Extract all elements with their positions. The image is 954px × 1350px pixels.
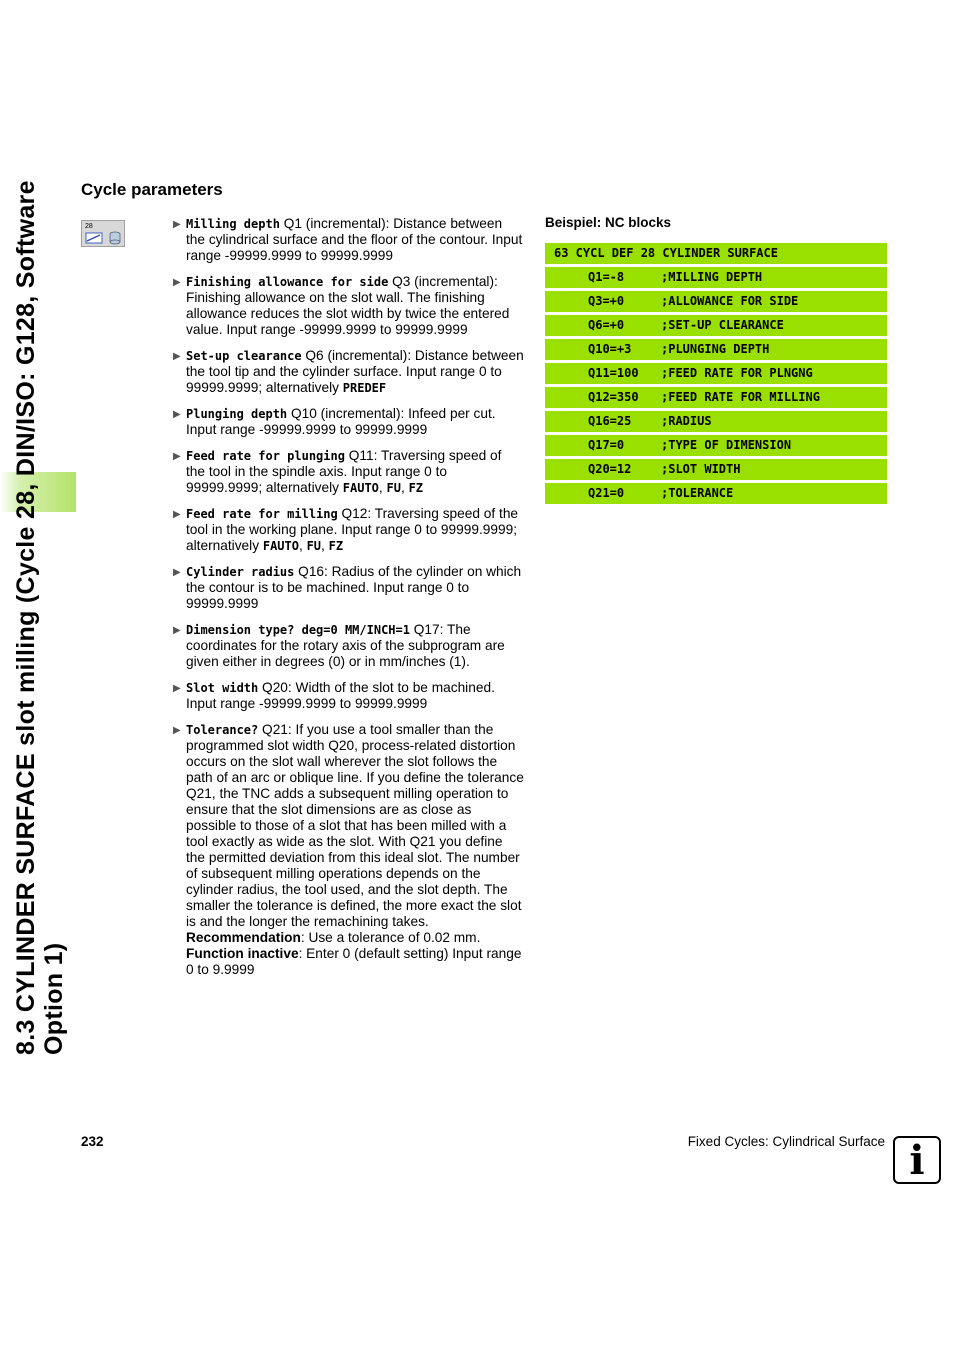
nc-comment: ;FEED RATE FOR MILLING <box>661 390 820 404</box>
nc-row <box>545 435 887 456</box>
nc-row <box>545 387 887 408</box>
nc-row <box>545 267 887 288</box>
param-slot-width <box>172 680 524 712</box>
arrow-icon: ▶ <box>173 625 181 636</box>
param-plunging-depth <box>172 406 524 438</box>
param-desc: : Enter 0 (default setting) Input range 0 to 9.9999 <box>186 946 522 977</box>
cycle-icon-label: 28 <box>85 223 93 230</box>
alt-value: FAUTO <box>262 539 299 553</box>
param-finishing-allowance <box>172 274 524 338</box>
arrow-icon: ▶ <box>173 451 181 462</box>
nc-row <box>545 411 887 432</box>
nc-param: Q10=+3 <box>588 342 632 356</box>
nc-header-row <box>545 243 887 264</box>
param-desc: Q3 (incremental): Finishing allowance on the slot wall. The finishing allowance reduces the slot width by twice the entered value. Input range -99999.9999 to 99999.9999 <box>186 274 510 337</box>
nc-comment: ;TOLERANCE <box>661 486 734 500</box>
nc-param: Q12=350 <box>588 390 639 404</box>
param-key: Cylinder radius <box>186 565 295 579</box>
recommendation-label: Recommendation <box>186 930 301 945</box>
param-feed-milling: ▶ Feed rate for milling Q12: Traversing speed of the tool in the working plane. Input range 0 to 99999.9999; alternatively FAUTO, FU, FZ <box>173 506 519 553</box>
info-icon: i <box>893 1136 941 1184</box>
param-cylinder-radius <box>172 564 524 612</box>
nc-row <box>545 291 887 312</box>
nc-comment: ;RADIUS <box>661 414 712 428</box>
nc-row <box>545 339 887 360</box>
arrow-icon: ▶ <box>173 277 181 288</box>
param-desc: Q21: If you use a tool smaller than the programmed slot width Q20, process-related distortion occurs on the slot wall wherever the slot follows the path of an arc or oblique line. If you define the tolerance Q21, the TNC adds a subsequent milling operation to ensure that the slot dimensions are as close as possible to those of a slot that has been milled with a tool exactly as wide as the slot. With Q21 you define the permitted deviation from this ideal slot. The number of subsequent milling operations depends on the cylinder radius, the tool used, and the slot depth. The smaller the tolerance is defined, the more exact the slot is and the longer the remachining takes. <box>186 722 524 929</box>
section-title: Cycle parameters <box>81 180 223 199</box>
nc-param: Q11=100 <box>588 366 639 380</box>
nc-row <box>545 459 887 480</box>
footer-chapter-text: Fixed Cycles: Cylindrical Surface <box>687 1134 885 1149</box>
arrow-icon: ▶ <box>173 683 181 694</box>
param-desc: Q11: Traversing speed of the tool in the spindle axis. Input range 0 to 99999.9999; alternatively <box>186 448 502 495</box>
nc-comment: ;TYPE OF DIMENSION <box>661 438 792 452</box>
nc-param: Q20=12 <box>588 462 632 476</box>
param-desc: Q10 (incremental): Infeed per cut. Input range -99999.9999 to 99999.9999 <box>186 406 496 437</box>
function-inactive-label: Function inactive <box>186 946 299 961</box>
cycle-28-icon <box>81 220 125 247</box>
nc-param: Q6=+0 <box>588 318 625 332</box>
nc-comment: ;SLOT WIDTH <box>661 462 741 476</box>
nc-param: Q1=-8 <box>588 270 625 284</box>
arrow-icon: ▶ <box>173 725 181 736</box>
param-key: Feed rate for plunging <box>186 449 345 463</box>
parameter-list <box>172 216 524 988</box>
param-key: Dimension type? deg=0 MM/INCH=1 <box>186 623 410 637</box>
param-feed-plunging: ▶ Feed rate for plunging Q11: Traversing speed of the tool in the spindle axis. Input range 0 to 99999.9999; alternatively FAUTO, FU, FZ <box>173 448 502 495</box>
param-key: Plunging depth <box>186 407 288 421</box>
nc-comment: ;MILLING DEPTH <box>661 270 763 284</box>
param-desc: : Use a tolerance of 0.02 mm. <box>300 930 481 945</box>
alt-value: FZ <box>408 481 424 495</box>
nc-comment: ;ALLOWANCE FOR SIDE <box>661 294 799 308</box>
arrow-icon: ▶ <box>173 351 181 362</box>
param-key: Finishing allowance for side <box>186 275 389 289</box>
param-desc: Q6 (incremental): Distance between the tool tip and the cylinder surface. Input range 0 to 99999.9999; alternatively <box>186 348 524 395</box>
nc-comment: ;FEED RATE FOR PLNGNG <box>661 366 813 380</box>
nc-param: Q3=+0 <box>588 294 625 308</box>
nc-comment: ;PLUNGING DEPTH <box>661 342 770 356</box>
param-desc: Q17: The coordinates for the rotary axis of the subprogram are given either in degrees (0) or in mm/inches (1). <box>186 622 505 669</box>
arrow-icon: ▶ <box>173 509 181 520</box>
example-title: Beispiel: NC blocks <box>545 215 672 230</box>
param-dimension-type <box>172 622 524 670</box>
arrow-icon: ▶ <box>173 567 181 578</box>
nc-row <box>545 483 887 504</box>
arrow-icon: ▶ <box>173 409 181 420</box>
nc-comment: ;SET-UP CLEARANCE <box>661 318 784 332</box>
param-key: Feed rate for milling <box>186 507 338 521</box>
cylinder-icon <box>82 221 126 248</box>
param-desc: Q16: Radius of the cylinder on which the contour is to be machined. Input range 0 to 99999.9999 <box>186 564 522 611</box>
param-setup-clearance <box>172 348 524 396</box>
nc-param: Q21=0 <box>588 486 625 500</box>
alt-value: FZ <box>328 539 344 553</box>
param-desc: Q12: Traversing speed of the tool in the working plane. Input range 0 to 99999.9999; alternatively <box>186 506 519 553</box>
alt-value: PREDEF <box>342 381 387 395</box>
nc-param: Q17=0 <box>588 438 625 452</box>
param-tolerance <box>172 722 524 978</box>
nc-param: Q16=25 <box>588 414 632 428</box>
nc-row <box>545 363 887 384</box>
param-desc: Q20: Width of the slot to be machined. Input range -99999.9999 to 99999.9999 <box>186 680 495 711</box>
param-milling-depth <box>172 216 524 264</box>
arrow-icon: ▶ <box>173 219 181 230</box>
param-key: Tolerance? <box>186 723 259 737</box>
param-key: Slot width <box>186 681 259 695</box>
alt-value: FAUTO <box>342 481 379 495</box>
page-number: 232 <box>81 1134 104 1149</box>
alt-value: FU <box>386 481 401 495</box>
param-desc: Q1 (incremental): Distance between the cylindrical surface and the floor of the contour. Input range -99999.9999 to 99999.9999 <box>186 216 523 263</box>
nc-row <box>545 315 887 336</box>
nc-block-table <box>545 243 887 507</box>
param-key: Milling depth <box>186 217 280 231</box>
param-key: Set-up clearance <box>186 349 302 363</box>
alt-value: FU <box>306 539 322 553</box>
chapter-title: 8.3 CYLINDER SURFACE slot milling (Cycle 28, DIN/ISO: G128, Software Option 1) <box>12 180 68 1055</box>
nc-header: 63 CYCL DEF 28 CYLINDER SURFACE <box>554 246 778 260</box>
